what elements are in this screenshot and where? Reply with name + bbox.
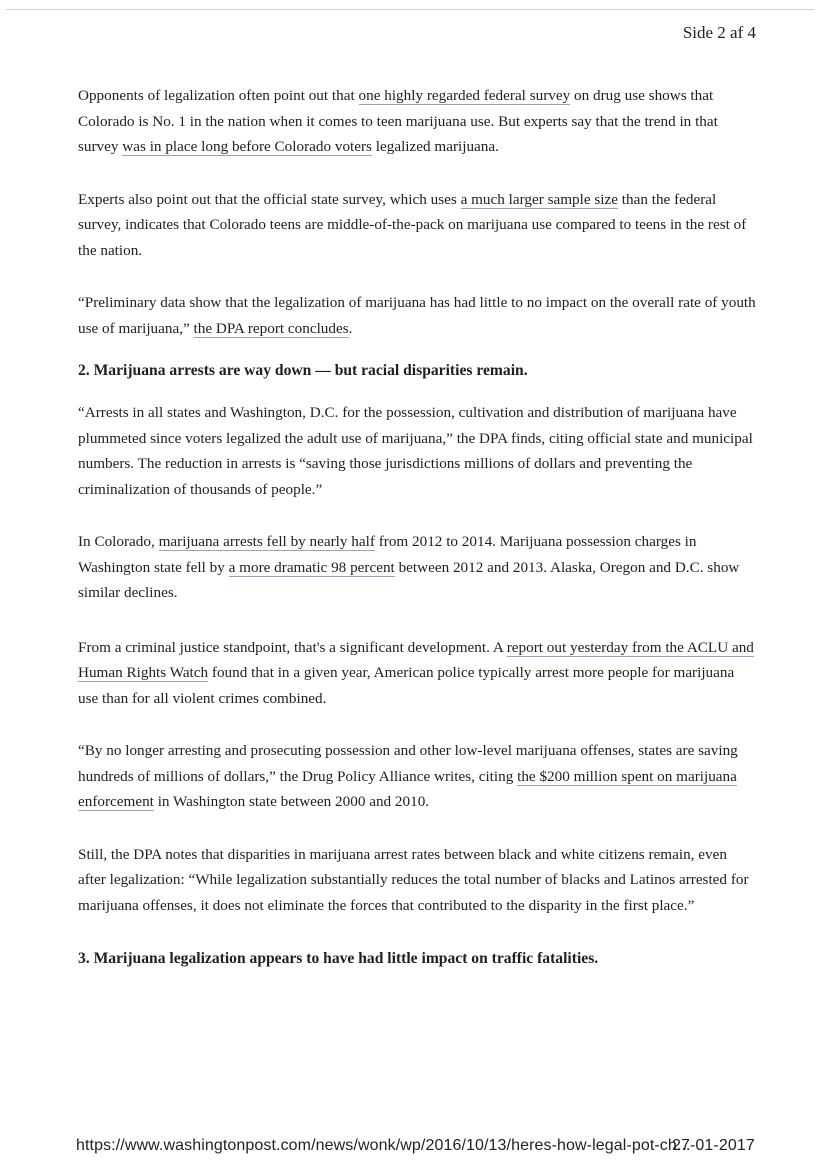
article-link[interactable]: a much larger sample size bbox=[460, 190, 618, 208]
text-run: “By no longer arresting and prosecuting possession and other low-level marijuana offenses, states are saving hundreds of millions of dollars,” the Drug Policy Alliance writes, citing bbox=[78, 742, 738, 785]
text-run: . bbox=[348, 319, 353, 337]
text-run: between 2012 and 2013. Alaska, Oregon and D.C. show similar declines. bbox=[78, 558, 740, 601]
text-run: found that in a given year, American police typically arrest more people for marijuana use than for all violent crimes combined. bbox=[78, 664, 735, 707]
text-run: “Preliminary data show that the legalization of marijuana has had little to no impact on the overall rate of youth use of marijuana,” bbox=[78, 294, 756, 337]
text-run: Still, the DPA notes that disparities in marijuana arrest rates between black and white citizens remain, even after legalization: “While legalization substantially reduces the total number of blacks and Latinos arrested for marijuana offenses, it does not eliminate the forces that contributed to the disparity in the first place.” bbox=[78, 845, 749, 914]
footer-date: 27-01-2017 bbox=[672, 1137, 755, 1154]
text-run: Experts also point out that the official state survey, which uses bbox=[78, 190, 461, 208]
paragraph-criminal-justice bbox=[78, 635, 758, 712]
paragraph-colorado-arrests bbox=[78, 529, 758, 606]
paragraph-savings bbox=[78, 738, 758, 815]
page-number: Side 2 af 4 bbox=[682, 23, 756, 42]
article-link[interactable]: marijuana arrests fell by nearly half bbox=[158, 533, 375, 550]
article-link[interactable]: a more dramatic 98 percent bbox=[228, 558, 395, 576]
section-heading-arrests: 2. Marijuana arrests are way down — but racial disparities remain. bbox=[78, 362, 528, 379]
text-run: in Washington state between 2000 and 2010. bbox=[153, 793, 430, 810]
article-link[interactable]: one highly regarded federal survey bbox=[358, 87, 571, 104]
footer-url: https://www.washingtonpost.com/news/wonk/wp/2016/10/13/heres-how-legal-pot-ch... bbox=[76, 1137, 691, 1154]
print-footer bbox=[76, 1137, 766, 1155]
paragraph-dpa-quote bbox=[78, 290, 758, 341]
article-body bbox=[78, 83, 758, 971]
text-run: “Arrests in all states and Washington, D.C. for the possession, cultivation and distribution of marijuana have plummeted since voters legalized the adult use of marijuana,” the DPA finds, citing official state and municipal numbers. The reduction in arrests is “saving those jurisdictions millions of dollars and preventing the criminalization of thousands of people.” bbox=[78, 404, 753, 498]
article-link[interactable]: was in place long before Colorado voters bbox=[122, 138, 372, 155]
top-rule bbox=[6, 9, 814, 10]
text-run: on drug use shows that Colorado is No. 1 in the nation when it comes to teen marijuana use. But experts say that the trend in that survey bbox=[78, 87, 718, 155]
text-run: legalized marijuana. bbox=[371, 138, 499, 155]
text-run: Opponents of legalization often point out that bbox=[78, 87, 359, 104]
paragraph-state-survey bbox=[78, 187, 758, 264]
section-heading-traffic: 3. Marijuana legalization appears to have had little impact on traffic fatalities. bbox=[78, 950, 599, 967]
text-run: From a criminal justice standpoint, that's a significant development. A bbox=[78, 638, 507, 656]
text-run: than the federal survey, indicates that Colorado teens are middle-of-the-pack on marijuana use compared to teens in the rest of the nation. bbox=[78, 190, 747, 259]
paragraph-teen-survey bbox=[78, 83, 758, 160]
paragraph-arrests-plummeted bbox=[78, 400, 758, 502]
article-link[interactable]: the $200 million spent on marijuana enforcement bbox=[78, 767, 737, 810]
article-link[interactable]: report out yesterday from the ACLU and Human Rights Watch bbox=[78, 638, 754, 681]
paragraph-disparities bbox=[78, 842, 758, 919]
text-run: from 2012 to 2014. Marijuana possession charges in Washington state fell by bbox=[78, 533, 697, 576]
text-run: In Colorado, bbox=[78, 533, 159, 550]
article-link[interactable]: the DPA report concludes bbox=[193, 319, 349, 337]
